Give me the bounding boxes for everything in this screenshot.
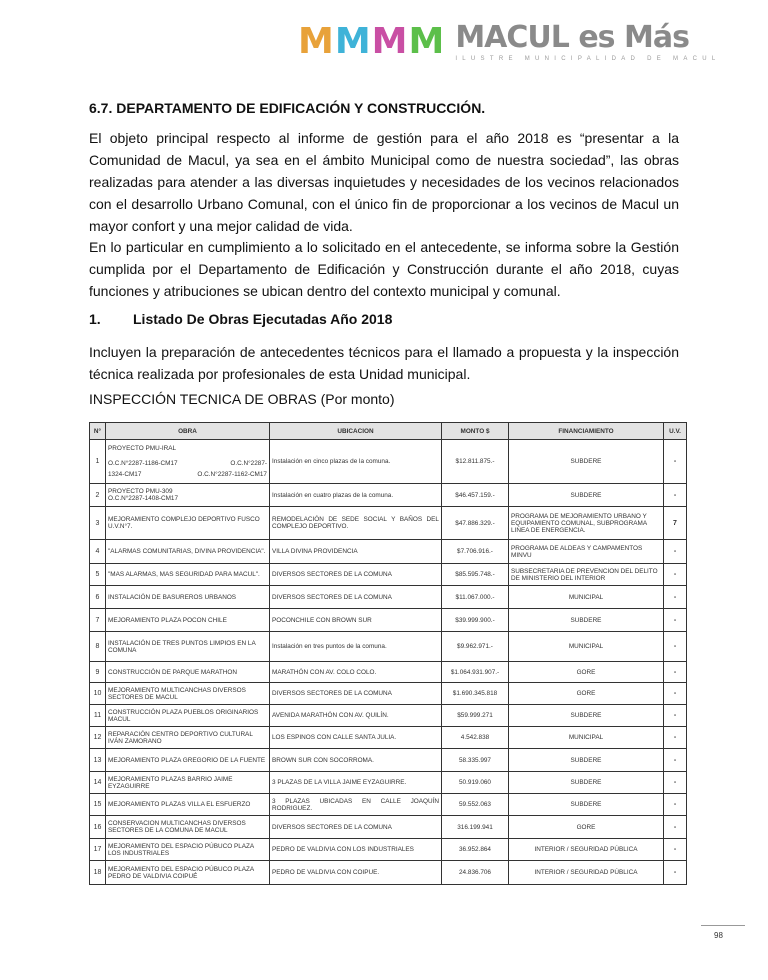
cell-financiamiento: SUBDERE: [509, 609, 664, 632]
table-header-row: [90, 423, 687, 440]
cell-n: 15: [90, 794, 106, 816]
cell-obra: REPARACIÓN CENTRO DEPORTIVO CULTURAL IVÁN ZAMORANO: [106, 727, 270, 749]
table-row: [90, 632, 687, 662]
cell-financiamiento: SUBDERE: [509, 794, 664, 816]
cell-n: 2: [90, 484, 106, 507]
obras-table: [89, 422, 687, 885]
cell-n: 8: [90, 632, 106, 662]
cell-monto: $7.706.916.-: [442, 540, 509, 564]
cell-obra-line: O.C.N°2287-1186-CM17 O.C.N°2287-: [108, 460, 267, 467]
paragraph-incluyen: Incluyen la preparación de antecedentes técnicos para el llamado a propuesta y la inspección técnica realizada por profesionales de esta Unidad municipal.: [89, 344, 679, 382]
cell-monto: 4.542.838: [442, 727, 509, 749]
cell-financiamiento: MUNICIPAL: [509, 632, 664, 662]
paragraph-gestion: En lo particular en cumplimiento a lo solicitado en el antecedente, se informa sobre la Gestión cumplida por el Departamento de Edificación y Construcción durante el año 2018, cuyas funciones y atribuciones se ubican dentro del contexto municipal y comunal.: [89, 239, 679, 299]
subsection-number: 1.: [89, 311, 101, 327]
cell-obra: MEJORAMIENTO DEL ESPACIO PÚBUCO PLAZA PEDRO DE VALDIVIA COIPUÉ: [106, 861, 270, 885]
table-row: [90, 816, 687, 839]
header-uv: U.V.: [664, 423, 687, 440]
table-row: [90, 609, 687, 632]
cell-financiamiento: SUBDERE: [509, 484, 664, 507]
table-row: [90, 683, 687, 705]
header-obra: OBRA: [106, 423, 270, 440]
cell-financiamiento: SUBDERE: [509, 772, 664, 794]
cell-financiamiento: SUBDERE: [509, 705, 664, 727]
cell-n: 13: [90, 749, 106, 772]
cell-obra: CONSERVACION MULTICANCHAS DIVERSOS SECTORES DE LA COMUNA DE MACUL: [106, 816, 270, 839]
cell-financiamiento: GORE: [509, 816, 664, 839]
cell-monto: 316.199.941: [442, 816, 509, 839]
cell-financiamiento: SUBSECRETARIA DE PREVENCION DEL DELITO DE MINISTERIO DEL INTERIOR: [509, 564, 664, 586]
cell-obra: INSTALACIÓN DE TRES PUNTOS LIMPIOS EN LA COMUNA: [106, 632, 270, 662]
cell-ubicacion: DIVERSOS SECTORES DE LA COMUNA: [270, 586, 442, 609]
cell-obra: CONSTRUCCIÓN DE PARQUE MARATHON: [106, 662, 270, 683]
table-row: [90, 794, 687, 816]
cell-n: 9: [90, 662, 106, 683]
header-financiamiento: FINANCIAMIENTO: [509, 423, 664, 440]
cell-uv: -: [664, 484, 687, 507]
cell-obra: MEJORAMIENTO COMPLEJO DEPORTIVO FUSCO U.V.N°7.: [106, 507, 270, 540]
logo-mark: [298, 21, 444, 62]
page-number: 98: [714, 931, 723, 940]
cell-financiamiento: PROGRAMA DE MEJORAMIENTO URBANO Y EQUIPAMIENTO COMUNAL, SUBPROGRAMA LINEA DE ENERGENCIA.: [509, 507, 664, 540]
cell-financiamiento: PROGRAMA DE ALDEAS Y CAMPAMENTOS MINVU: [509, 540, 664, 564]
table-row: [90, 440, 687, 484]
subsection-heading: [89, 311, 679, 327]
cell-uv: -: [664, 705, 687, 727]
header-monto: MONTO $: [442, 423, 509, 440]
cell-obra: MEJORAMIENTO PLAZA POCON CHILE: [106, 609, 270, 632]
cell-financiamiento: SUBDERE: [509, 440, 664, 484]
cell-uv: -: [664, 861, 687, 885]
cell-uv: -: [664, 540, 687, 564]
footer-divider: [701, 925, 745, 926]
cell-uv: -: [664, 662, 687, 683]
cell-n: 11: [90, 705, 106, 727]
logo-letter-2: M: [334, 21, 370, 62]
municipality-logo: [298, 20, 721, 64]
cell-obra: MEJORAMIENTO PLAZAS BARRIO JAIME EYZAGUIRRE: [106, 772, 270, 794]
cell-monto: $12.811.875.-: [442, 440, 509, 484]
cell-uv: -: [664, 794, 687, 816]
brand-subtitle: ILUSTRE MUNICIPALIDAD DE MACUL: [455, 55, 721, 62]
section-title: 6.7. DEPARTAMENTO DE EDIFICACIÓN Y CONSTRUCCIÓN.: [89, 100, 486, 116]
cell-monto: 50.919.060: [442, 772, 509, 794]
cell-monto: $47.886.329.-: [442, 507, 509, 540]
cell-monto: $1.690.345.818: [442, 683, 509, 705]
table-caption: INSPECCIÓN TECNICA DE OBRAS (Por monto): [89, 391, 395, 407]
header-n: N°: [90, 423, 106, 440]
cell-ubicacion: PEDRO DE VALDIVIA CON COIPUE.: [270, 861, 442, 885]
logo-letter-1: M: [298, 21, 333, 62]
cell-monto: 59.552.063: [442, 794, 509, 816]
cell-n: 6: [90, 586, 106, 609]
cell-monto: $11.067.000.-: [442, 586, 509, 609]
cell-obra-line: PROYECTO PMU-IRAL: [108, 445, 177, 452]
cell-ubicacion: Instalación en cinco plazas de la comuna.: [270, 440, 442, 484]
logo-letter-4: M: [408, 21, 444, 62]
cell-n: 18: [90, 861, 106, 885]
cell-n: 7: [90, 609, 106, 632]
brand-block: [455, 19, 721, 62]
cell-obra: MEJORAMIENTO DEL ESPACIO PÚBUCO PLAZA LOS INDUSTRIALES: [106, 839, 270, 861]
cell-ubicacion: DIVERSOS SECTORES DE LA COMUNA: [270, 564, 442, 586]
paragraph-intro: El objeto principal respecto al informe de gestión para el año 2018 es “presentar a la Comunidad de Macul, ya sea en el ámbito Municipal como de nuestra sociedad”, las obras realizadas para atender a las diversas inquietudes y necesidades de los vecinos relacionados con el desarrollo Urbano Comunal, con el único fin de proporcionar a los vecinos de Macul un mayor confort y una mejor calidad de vida.: [89, 130, 679, 234]
cell-n: 5: [90, 564, 106, 586]
cell-n: 17: [90, 839, 106, 861]
cell-n: 14: [90, 772, 106, 794]
cell-financiamiento: GORE: [509, 662, 664, 683]
table-row: [90, 727, 687, 749]
cell-uv: -: [664, 440, 687, 484]
cell-uv: 7: [664, 507, 687, 540]
cell-uv: -: [664, 749, 687, 772]
table-row: [90, 540, 687, 564]
cell-monto: $9.962.971.-: [442, 632, 509, 662]
table-row: [90, 749, 687, 772]
cell-ubicacion: 3 PLAZAS DE LA VILLA JAIME EYZAGUIRRE.: [270, 772, 442, 794]
cell-ubicacion: REMODELACIÓN DE SEDE SOCIAL Y BAÑOS DEL COMPLEJO DEPORTIVO.: [270, 507, 442, 540]
cell-ubicacion: BROWN SUR CON SOCORROMA.: [270, 749, 442, 772]
cell-uv: -: [664, 683, 687, 705]
logo-letter-3: M: [371, 21, 407, 62]
cell-monto: $46.457.159.-: [442, 484, 509, 507]
table-row: [90, 705, 687, 727]
cell-ubicacion: AVENIDA MARATHÓN CON AV. QUILÍN.: [270, 705, 442, 727]
cell-obra: CONSTRUCCIÓN PLAZA PUEBLOS ORIGINARIOS MACUL: [106, 705, 270, 727]
cell-ubicacion: 3 PLAZAS UBICADAS EN CALLE JOAQUÍN RODRIGUEZ.: [270, 794, 442, 816]
cell-obra: "MAS ALARMAS, MAS SEGURIDAD PARA MACUL".: [106, 564, 270, 586]
table-row: [90, 484, 687, 507]
table-row: [90, 564, 687, 586]
subsection-title: Listado De Obras Ejecutadas Año 2018: [133, 311, 393, 327]
cell-financiamiento: MUNICIPAL: [509, 586, 664, 609]
cell-n: 4: [90, 540, 106, 564]
cell-n: 12: [90, 727, 106, 749]
cell-monto: $39.999.900.-: [442, 609, 509, 632]
cell-uv: -: [664, 727, 687, 749]
cell-ubicacion: PEDRO DE VALDIVIA CON LOS INDUSTRIALES: [270, 839, 442, 861]
cell-uv: -: [664, 586, 687, 609]
cell-ubicacion: LOS ESPINOS CON CALLE SANTA JULIA.: [270, 727, 442, 749]
cell-obra: INSTALACIÓN DE BASUREROS URBANOS: [106, 586, 270, 609]
table-row: [90, 586, 687, 609]
cell-n: 3: [90, 507, 106, 540]
cell-monto: 24.836.706: [442, 861, 509, 885]
cell-financiamiento: INTERIOR / SEGURIDAD PÚBLICA: [509, 861, 664, 885]
cell-n: 10: [90, 683, 106, 705]
cell-ubicacion: POCONCHILE CON BROWN SUR: [270, 609, 442, 632]
cell-ubicacion: Instalación en tres puntos de la comuna.: [270, 632, 442, 662]
table-row: [90, 507, 687, 540]
cell-n: 1: [90, 440, 106, 484]
cell-monto: $59.999.271: [442, 705, 509, 727]
cell-monto: $85.595.748.-: [442, 564, 509, 586]
cell-financiamiento: MUNICIPAL: [509, 727, 664, 749]
cell-obra: MEJORAMIENTO MULTICANCHAS DIVERSOS SECTORES DE MACUL: [106, 683, 270, 705]
brand-name: MACUL es Más: [455, 19, 689, 55]
cell-obra-line: 1324-CM17 O.C.N°2287-1162-CM17: [108, 471, 267, 478]
cell-ubicacion: DIVERSOS SECTORES DE LA COMUNA: [270, 683, 442, 705]
table-row: [90, 861, 687, 885]
header-ubicacion: UBICACION: [270, 423, 442, 440]
cell-ubicacion: DIVERSOS SECTORES DE LA COMUNA: [270, 816, 442, 839]
cell-financiamiento: INTERIOR / SEGURIDAD PÚBLICA: [509, 839, 664, 861]
cell-uv: -: [664, 772, 687, 794]
cell-monto: 36.952.864: [442, 839, 509, 861]
cell-uv: -: [664, 632, 687, 662]
cell-uv: -: [664, 839, 687, 861]
cell-obra: MEJORAMIENTO PLAZAS VILLA EL ESFUERZO: [106, 794, 270, 816]
cell-ubicacion: Instalación en cuatro plazas de la comuna.: [270, 484, 442, 507]
cell-ubicacion: VILLA DIVINA PROVIDENCIA: [270, 540, 442, 564]
cell-ubicacion: MARATHÓN CON AV. COLO COLO.: [270, 662, 442, 683]
table-row: [90, 772, 687, 794]
cell-n: 16: [90, 816, 106, 839]
cell-uv: -: [664, 609, 687, 632]
cell-uv: -: [664, 816, 687, 839]
table-row: [90, 839, 687, 861]
cell-financiamiento: SUBDERE: [509, 749, 664, 772]
cell-monto: $1.064.931.907.-: [442, 662, 509, 683]
cell-obra: MEJORAMIENTO PLAZA GREGORIO DE LA FUENTE: [106, 749, 270, 772]
cell-monto: 58.335.997: [442, 749, 509, 772]
cell-obra: "ALARMAS COMUNITARIAS, DIVINA PROVIDENCIA".: [106, 540, 270, 564]
cell-obra: [106, 440, 270, 484]
table-row: [90, 662, 687, 683]
cell-financiamiento: GORE: [509, 683, 664, 705]
cell-obra: PROYECTO PMU-309 O.C.N°2287-1408-CM17: [106, 484, 270, 507]
cell-uv: -: [664, 564, 687, 586]
